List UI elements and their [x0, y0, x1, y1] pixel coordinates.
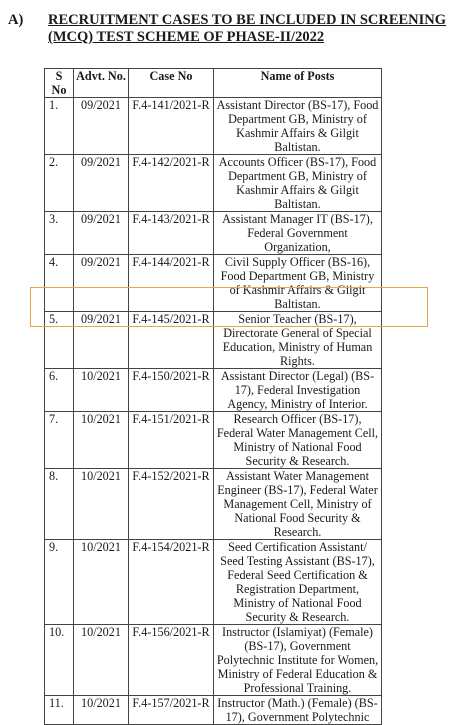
- cell-advt-no: 09/2021: [74, 98, 129, 155]
- cell-post-name: Instructor (Math.) (Female) (BS-17), Government Polytechnic: [214, 696, 382, 725]
- cell-post-name: Assistant Director (BS-17), Food Department GB, Ministry of Kashmir Affairs & Gilgit Baltistan.: [214, 98, 382, 155]
- cell-sno: 7.: [45, 412, 74, 469]
- cell-sno: 11.: [45, 696, 74, 725]
- recruitment-cases-table: [44, 68, 382, 725]
- cell-case-no: F.4-141/2021-R: [129, 98, 214, 155]
- header-advt-no: Advt. No.: [74, 69, 129, 98]
- table-row: [45, 369, 382, 412]
- cell-case-no: F.4-157/2021-R: [129, 696, 214, 725]
- table-row: [45, 696, 382, 725]
- cell-advt-no: 09/2021: [74, 312, 129, 369]
- cell-case-no: F.4-154/2021-R: [129, 540, 214, 625]
- cell-sno: 10.: [45, 625, 74, 696]
- header-sno: S No: [45, 69, 74, 98]
- cell-post-name: Instructor (Islamiyat) (Female) (BS-17), Government Polytechnic Institute for Women, Ministry of Federal Education & Professional Training.: [214, 625, 382, 696]
- cell-advt-no: 10/2021: [74, 469, 129, 540]
- table-row: [45, 212, 382, 255]
- cell-post-name: Research Officer (BS-17), Federal Water Management Cell, Ministry of National Food Security & Research.: [214, 412, 382, 469]
- cell-sno: 1.: [45, 98, 74, 155]
- cell-sno: 8.: [45, 469, 74, 540]
- cell-post-name: Seed Certification Assistant/ Seed Testing Assistant (BS-17), Federal Seed Certification & Registration Department, Ministry of National Food Security & Research.: [214, 540, 382, 625]
- cell-post-name: Civil Supply Officer (BS-16), Food Department GB, Ministry of Kashmir Affairs & Gilgit Baltistan.: [214, 255, 382, 312]
- cell-advt-no: 10/2021: [74, 369, 129, 412]
- table-row: [45, 625, 382, 696]
- cell-sno: 3.: [45, 212, 74, 255]
- cell-sno: 5.: [45, 312, 74, 369]
- table-row: [45, 155, 382, 212]
- cell-post-name: Assistant Director (Legal) (BS-17), Federal Investigation Agency, Ministry of Interior.: [214, 369, 382, 412]
- table-row: [45, 98, 382, 155]
- cell-case-no: F.4-151/2021-R: [129, 412, 214, 469]
- cell-post-name: Assistant Water Management Engineer (BS-17), Federal Water Management Cell, Ministry of National Food Security & Research.: [214, 469, 382, 540]
- table-row: [45, 412, 382, 469]
- cell-case-no: F.4-143/2021-R: [129, 212, 214, 255]
- table-row: [45, 540, 382, 625]
- header-name-of-posts: Name of Posts: [214, 69, 382, 98]
- cell-case-no: F.4-145/2021-R: [129, 312, 214, 369]
- cell-advt-no: 10/2021: [74, 625, 129, 696]
- cell-sno: 4.: [45, 255, 74, 312]
- section-title: RECRUITMENT CASES TO BE INCLUDED IN SCREENING (MCQ) TEST SCHEME OF PHASE-II/2022: [48, 12, 447, 45]
- table-row: [45, 312, 382, 369]
- section-letter: A): [8, 12, 24, 28]
- cell-case-no: F.4-144/2021-R: [129, 255, 214, 312]
- cell-sno: 6.: [45, 369, 74, 412]
- cell-advt-no: 09/2021: [74, 255, 129, 312]
- cell-case-no: F.4-142/2021-R: [129, 155, 214, 212]
- cell-case-no: F.4-152/2021-R: [129, 469, 214, 540]
- cell-advt-no: 10/2021: [74, 540, 129, 625]
- cell-sno: 2.: [45, 155, 74, 212]
- cell-post-name: Senior Teacher (BS-17), Directorate General of Special Education, Ministry of Human Rights.: [214, 312, 382, 369]
- cell-advt-no: 10/2021: [74, 696, 129, 725]
- cell-advt-no: 10/2021: [74, 412, 129, 469]
- cell-case-no: F.4-150/2021-R: [129, 369, 214, 412]
- header-case-no: Case No: [129, 69, 214, 98]
- table-row: [45, 469, 382, 540]
- table-header-row: [45, 69, 382, 98]
- cell-advt-no: 09/2021: [74, 212, 129, 255]
- cell-sno: 9.: [45, 540, 74, 625]
- cell-advt-no: 09/2021: [74, 155, 129, 212]
- table-row: [45, 255, 382, 312]
- cell-post-name: Accounts Officer (BS-17), Food Department GB, Ministry of Kashmir Affairs & Gilgit Baltistan.: [214, 155, 382, 212]
- cell-case-no: F.4-156/2021-R: [129, 625, 214, 696]
- cell-post-name: Assistant Manager IT (BS-17), Federal Government Organization,: [214, 212, 382, 255]
